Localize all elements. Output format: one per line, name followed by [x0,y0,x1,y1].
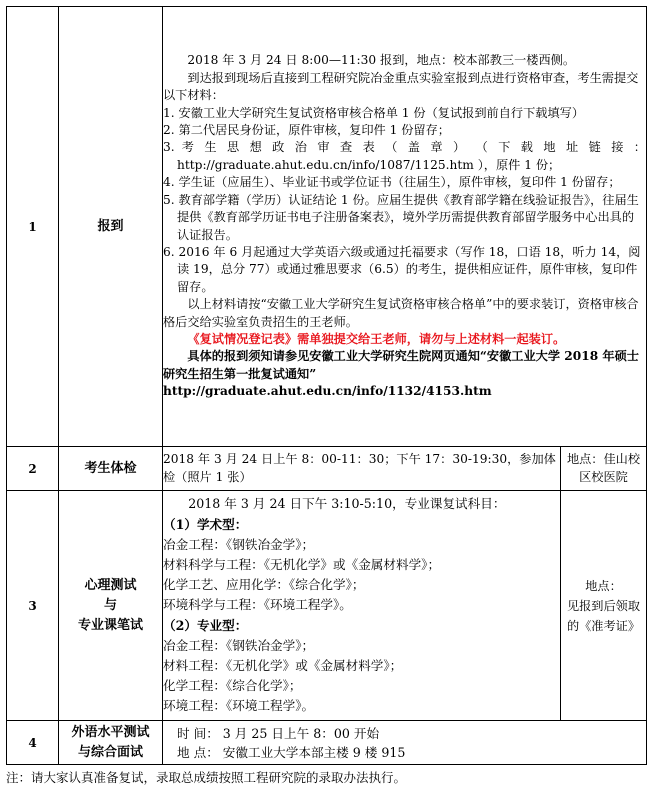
academic-title: （1）学术型： [163,516,248,532]
location-line: 的《准考证》 [566,618,641,633]
exam-time: 2018 年 3 月 24 日下午 3:10-5:10，专业课复试科目： [188,496,506,512]
item-line: 外语水平测试 [71,724,150,740]
written-exam-location [561,491,647,721]
physical-exam-time: 2018 年 3 月 24 日上午 8：00-11：30；下午 17：30-19:30，参加体检（照片 1 张） [163,447,561,491]
interview-details [163,721,647,765]
written-exam-details [163,491,561,721]
material-item: 5. 教育部学籍（学历）认证结论 1 份。应届生提供《教育部学籍在线验证报告》，往届生提供《教育部学历证书电子注册备案表》，境外学历需提供教育部留学服务中心出具的认证报告。 [163,192,639,242]
location-line: 见报到后领取 [566,598,641,613]
subject-item: 冶金工程：《钢铁冶金学》； [163,536,315,552]
subject-item: 环境科学与工程：《环境工程学》。 [163,597,352,613]
item-registration: 报到 [59,7,163,447]
table-row-written-exam [7,491,647,721]
row-number: 1 [7,7,59,447]
registration-instructions: 到达报到现场后直接到工程研究院冶金重点实验室报到点进行资格审查，考生需提交以下材料： [163,70,639,103]
location-line: 地点： [585,578,622,593]
item-line: 与综合面试 [77,744,143,760]
table-row-physical-exam [7,447,647,491]
binding-note: 以上材料请按“安徽工业大学研究生复试资格审核合格单”中的要求装订，资格审核合格后交给实验室负责招生的王老师。 [163,297,639,329]
subject-item: 化学工艺、应用化学：《综合化学》； [163,577,365,593]
subject-item: 化学工程：《综合化学》； [163,678,302,694]
material-item: 6. 2016 年 6 月起通过大学英语六级或通过托福要求（写作 18，口语 18，听力 14，阅读 19，总分 77）或通过雅思要求（6.5）的考生，提供相应证件，原件审核，复印件留存。 [163,244,641,294]
table-row-registration [7,7,647,447]
material-item: 4. 学生证（应届生）、毕业证书或学位证书（往届生），原件审核，复印件 1 份留存； [163,175,621,190]
item-line: 专业课笔试 [77,617,143,633]
item-written-exam [59,491,163,721]
notice-link[interactable]: http://graduate.ahut.edu.cn/info/1132/4153.htm [163,384,492,399]
professional-title: （2）专业型： [163,617,248,633]
row-number: 4 [7,721,59,765]
subject-item: 环境工程：《环境工程学》。 [163,698,315,714]
row-number: 3 [7,491,59,721]
item-physical-exam: 考生体检 [59,447,163,491]
item-line: 与 [103,597,117,613]
schedule-table [6,6,647,765]
subject-item: 材料工程：《无机化学》或《金属材料学》； [163,658,403,673]
row-number: 2 [7,447,59,491]
material-item: 3. 考 生 思 想 政 治 审 查 表 （ 盖 章 ） （ 下 载 地 址 链 接 ： http://graduate.ahut.edu.cn/info/1087/1125.htm ），原件 1 份； [163,140,646,172]
material-item: 2. 第二代居民身份证，原件审核，复印件 1 份留存； [163,123,450,138]
table-row-interview [7,721,647,765]
physical-exam-location: 地点：佳山校区校医院 [561,447,647,491]
interview-place: 地 点： 安徽工业大学本部主楼 9 楼 915 [177,744,406,760]
subject-item: 材料科学与工程：《无机化学》或《金属材料学》； [163,556,441,572]
subject-item: 冶金工程：《钢铁冶金学》； [163,637,315,653]
notice-reference: 具体的报到须知请参见安徽工业大学研究生院网页通知“安徽工业大学 2018 年硕士研究生招生第一批复试通知” [163,349,639,381]
item-interview [59,721,163,765]
red-warning-note: 《复试情况登记表》需单独提交给王老师，请勿与上述材料一起装订。 [187,331,566,346]
item-line: 心理测试 [84,577,137,593]
registration-details [163,7,647,447]
footer-note: 注：请大家认真准备复试，录取总成绩按照工程研究院的录取办法执行。 [6,770,407,785]
interview-time: 时 间： 3 月 25 日上午 8：00 开始 [177,725,380,741]
registration-time: 2018 年 3 月 24 日 8:00—11:30 报到，地点：校本部教三一楼西侧。 [187,53,576,68]
material-item: 1. 安徽工业大学研究生复试资格审核合格单 1 份（复试报到前自行下载填写） [163,105,585,120]
